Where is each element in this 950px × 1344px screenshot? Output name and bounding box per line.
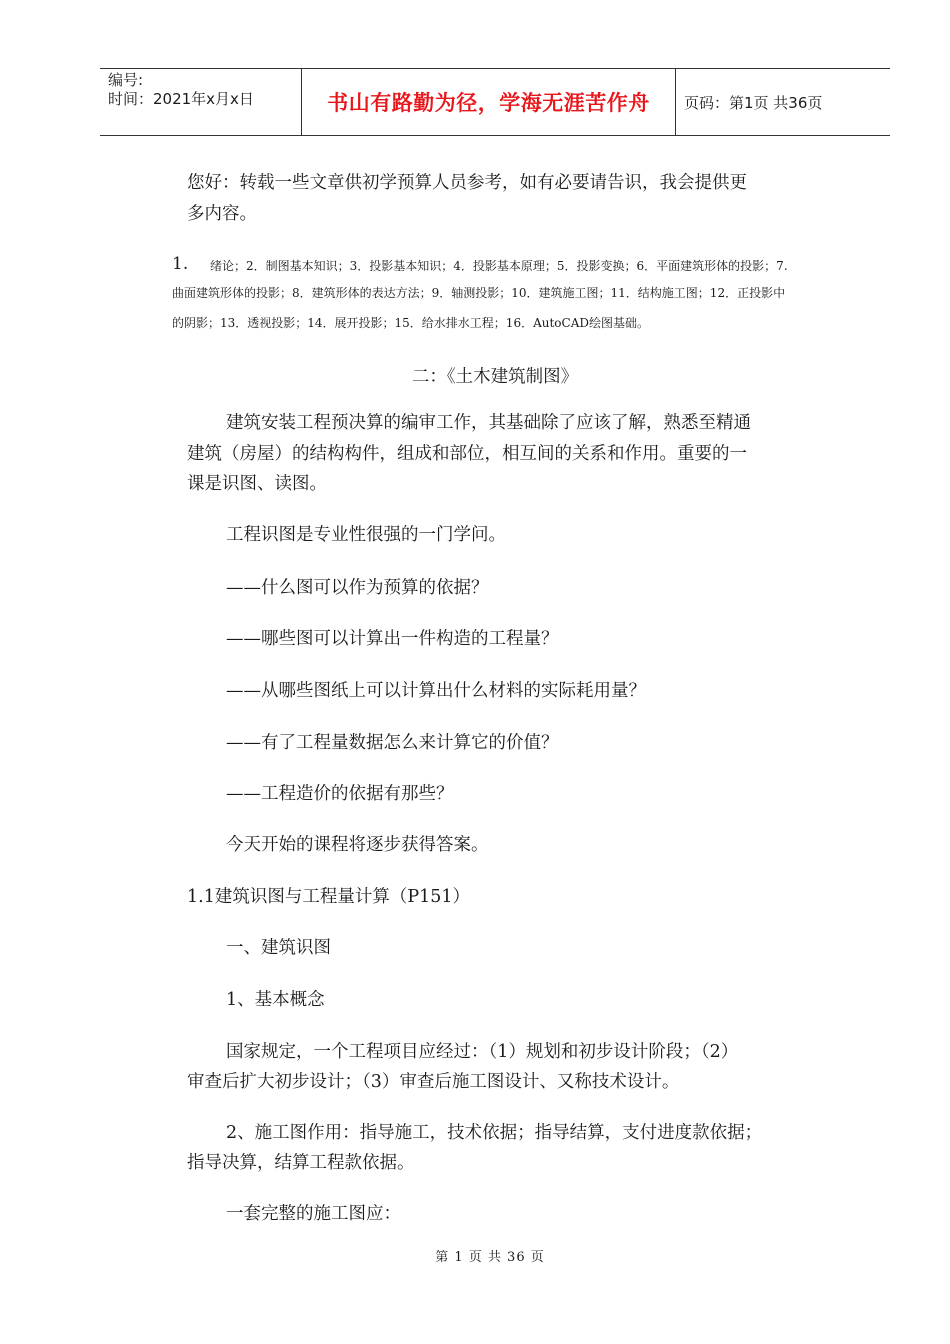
para3: 今天开始的课程将逐步获得答案。 (226, 835, 489, 855)
toc-number: 1. (172, 254, 189, 274)
question-2: ——哪些图可以计算出一件构造的工程量？ (226, 629, 559, 649)
toc-line-2: 曲面建筑形体的投影；8．建筑形体的表达方法；9．轴测投影；10．建筑施工图；11．结构施工图；12．正投影中 (172, 286, 786, 300)
para4-line-2: 审查后扩大初步设计；（3）审查后施工图设计、又称技术设计。 (187, 1072, 680, 1092)
subsection-heading: 1.1建筑识图与工程量计算（P151） (187, 887, 471, 907)
document-time-label: 时间：2021年x月x日 (108, 90, 254, 108)
para4-line-1: 国家规定，一个工程项目应经过：（1）规划和初步设计阶段；（2） (226, 1042, 739, 1062)
toc-line-1: 绪论；2．制图基本知识；3．投影基本知识；4．投影基本原理；5．投影变换；6．平面建筑形体的投影；7. (210, 259, 788, 273)
para1-line-1: 建筑安装工程预决算的编审工作，其基础除了应该了解，熟悉至精通 (226, 413, 751, 433)
document-number-label: 编号: (108, 71, 144, 89)
para5-line-1: 2、施工图作用：指导施工，技术依据；指导结算，支付进度款依据； (226, 1123, 763, 1143)
question-4: ——有了工程量数据怎么来计算它的价值？ (226, 733, 559, 753)
para2: 工程识图是专业性很强的一门学问。 (226, 525, 506, 545)
header-motto-cell (302, 69, 676, 135)
para5-line-2: 指导决算，结算工程款依据。 (187, 1153, 415, 1173)
heading-architectural-drawing: 一、建筑识图 (226, 938, 331, 958)
page-footer: 第 1 页 共 36 页 (435, 1250, 545, 1265)
intro-line-1: 您好：转载一些文章供初学预算人员参考，如有必要请告识，我会提供更 (187, 173, 747, 193)
header-motto: 书山有路勤为径，学海无涯苦作舟 (327, 91, 650, 115)
intro-line-2: 多内容。 (187, 204, 257, 224)
header-page-info: 页码：第1页 共36页 (684, 93, 823, 112)
question-1: ——什么图可以作为预算的依据？ (226, 578, 489, 598)
page-header (100, 68, 890, 136)
section-title: 二：《土木建筑制图》 (411, 367, 579, 387)
header-meta-cell (100, 69, 302, 135)
para1-line-3: 课是识图、读图。 (187, 474, 327, 494)
question-3: ——从哪些图纸上可以计算出什么材料的实际耗用量？ (226, 681, 646, 701)
heading-basic-concepts: 1、基本概念 (226, 990, 325, 1010)
toc-line-3: 的阴影；13．透视投影；14．展开投影；15．给水排水工程；16．AutoCAD绘图基础。 (172, 316, 649, 330)
para1-line-2: 建筑（房屋）的结构构件，组成和部位，相互间的关系和作用。重要的一 (187, 444, 747, 464)
question-5: ——工程造价的依据有那些？ (226, 784, 454, 804)
header-page-cell (676, 69, 890, 135)
para6: 一套完整的施工图应： (226, 1204, 401, 1224)
